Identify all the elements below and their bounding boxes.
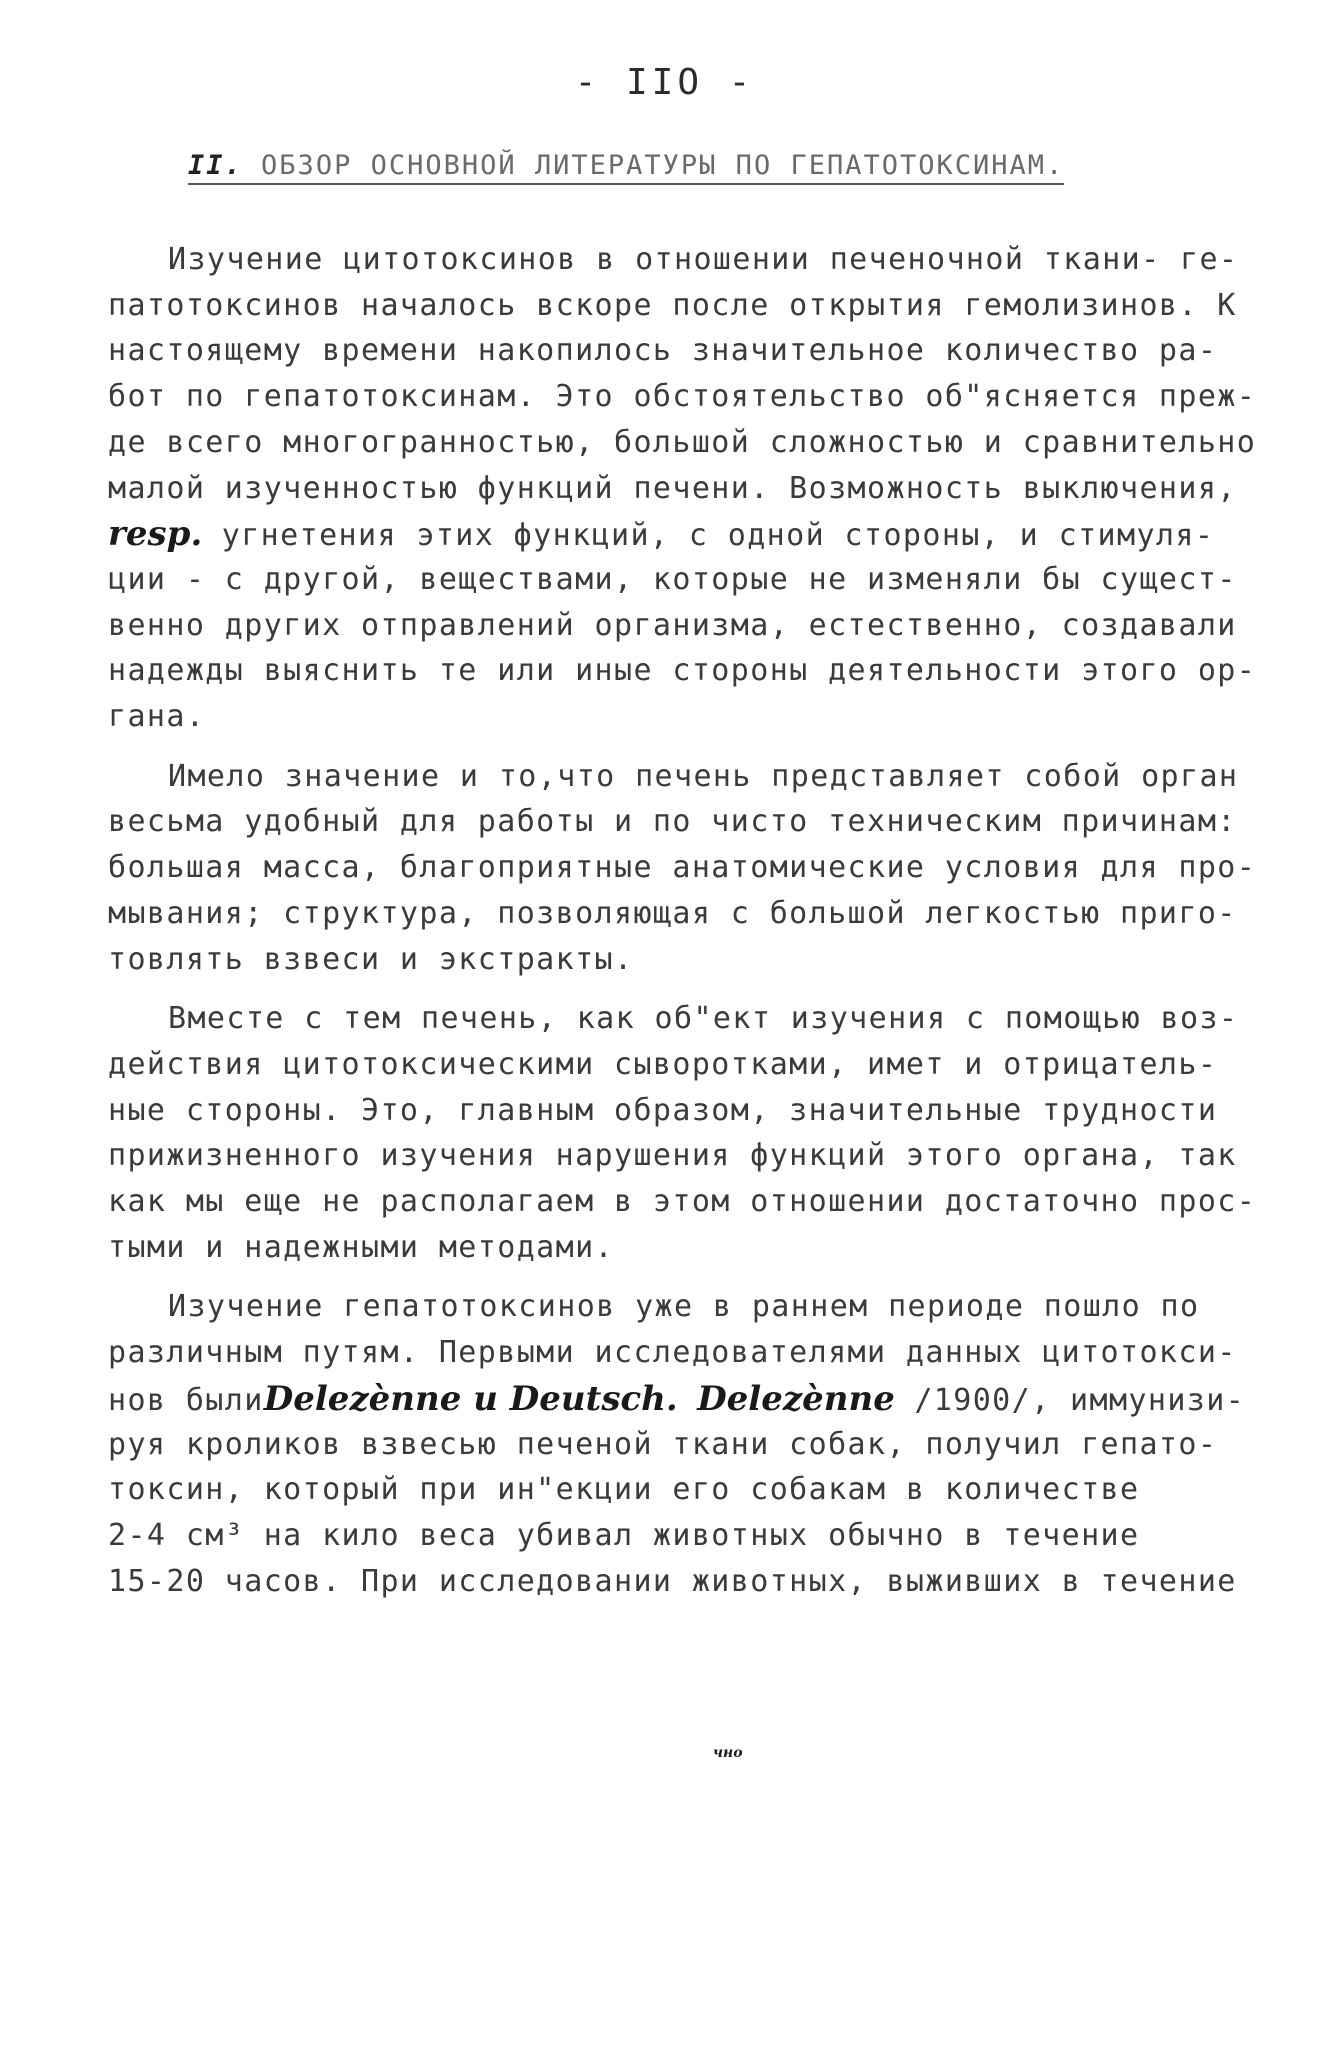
typed-text: товлять взвеси и экстракты. — [108, 941, 634, 977]
text-line — [108, 377, 1256, 417]
text-line — [108, 848, 1256, 888]
typed-text: венно других отправлений организма, естественно, создавали — [108, 607, 1237, 643]
text-line — [108, 894, 1237, 934]
handwritten-names: Delezènne и Deutsch. — [263, 1378, 678, 1419]
text-line — [108, 560, 1237, 600]
typed-text: мывания; структура, позволяющая с большой легкостью приго- — [108, 895, 1237, 931]
typed-text: ции - с другой, веществами, которые не изменяли бы сущест- — [108, 561, 1237, 597]
typed-text: Вместе с тем печень, как об"ект изучения с помощью воз- — [168, 1001, 1239, 1037]
section-number: II. — [188, 150, 243, 181]
typed-text: угнетения этих функций, с одной стороны, и стимуля- — [202, 518, 1215, 554]
typed-text: бот по гепатотоксинам. Это обстоятельство об"ясняется преж- — [108, 379, 1257, 415]
text-line — [168, 999, 1238, 1039]
text-line — [108, 802, 1237, 842]
text-line — [108, 1045, 1217, 1085]
text-line — [168, 240, 1238, 280]
text-line — [108, 1425, 1217, 1465]
typed-text: настоящему времени накопилось значительное количество ра- — [108, 333, 1218, 369]
typed-text: патотоксинов началось вскоре после открытия гемолизинов. К — [108, 287, 1237, 323]
typed-text: весьма удобный для работы и по чисто техническим причинам: — [108, 804, 1237, 840]
typed-text: прижизненного изучения нарушения функций этого органа, так — [108, 1138, 1237, 1174]
text-line — [108, 940, 633, 980]
section-title: ОБЗОР ОСНОВНОЙ ЛИТЕРАТУРЫ ПО ГЕПАТОТОКСИНАМ. — [261, 150, 1065, 181]
typed-text: как мы еще не располагаем в этом отношении достаточно прос- — [108, 1184, 1257, 1219]
page-number: - IIO - — [574, 62, 755, 103]
text-line — [108, 606, 1237, 646]
handwritten-word: resp. — [108, 514, 203, 555]
typed-text — [678, 1383, 697, 1418]
typed-text: большая масса, благоприятные анатомические условия для про- — [108, 850, 1257, 886]
typed-text: гана. — [108, 699, 206, 734]
text-line — [108, 1470, 1139, 1510]
text-line — [108, 1333, 1237, 1373]
typed-text: ные стороны. Это, главным образом, значительные трудности — [108, 1092, 1218, 1128]
text-line — [108, 1091, 1217, 1131]
typed-text: надежды выяснить те или иные стороны деятельности этого ор- — [108, 653, 1257, 689]
text-line — [108, 514, 1214, 556]
text-line — [108, 1516, 1139, 1556]
text-line — [108, 1562, 1237, 1602]
handwritten-insertion: чно — [713, 1745, 743, 1761]
typed-text: токсин, который при ин"екции его собакам в количестве — [108, 1472, 1140, 1508]
text-line — [168, 757, 1238, 797]
text-line — [108, 469, 1237, 509]
text-line — [108, 286, 1237, 326]
typed-text: Изучение цитотоксинов в отношении печеночной ткани- ге- — [168, 242, 1239, 277]
typed-text: различным путям. Первыми исследователями данных цитотокси- — [108, 1335, 1237, 1371]
typed-text: тыми и надежными методами. — [108, 1229, 614, 1265]
typed-text: 2-4 см³ на кило веса убивал животных обычно в течение — [108, 1517, 1140, 1553]
typed-text: де всего многогранностью, большой сложностью и сравнительно — [108, 424, 1257, 460]
text-line — [108, 651, 1256, 691]
typed-text: малой изученностью функций печени. Возможность выключения, — [108, 470, 1237, 506]
typed-text: Имело значение и то,что печень представляет собой орган — [168, 758, 1239, 794]
text-line — [108, 1379, 1245, 1421]
text-line — [108, 697, 205, 737]
handwritten-name: Delezènne — [697, 1378, 895, 1419]
text-line — [108, 1136, 1237, 1176]
text-line — [108, 1182, 1256, 1222]
typed-text: действия цитотоксическими сыворотками, имет и отрицатель- — [108, 1046, 1218, 1082]
typed-text: руя кроликов взвесью печеной ткани собак, получил гепато- — [108, 1426, 1218, 1462]
typed-text: /1900/, иммунизи- — [894, 1382, 1246, 1418]
text-line — [108, 331, 1217, 371]
typed-text: 15-20 часов. При исследовании животных, выживших в течение — [108, 1563, 1237, 1599]
text-line — [168, 1287, 1199, 1327]
text-line — [108, 423, 1256, 463]
section-heading — [188, 150, 1064, 185]
typed-text: Изучение гепатотоксинов уже в раннем периоде пошло по — [168, 1289, 1200, 1325]
text-line — [108, 1228, 614, 1268]
typed-text: нов были — [108, 1382, 264, 1418]
